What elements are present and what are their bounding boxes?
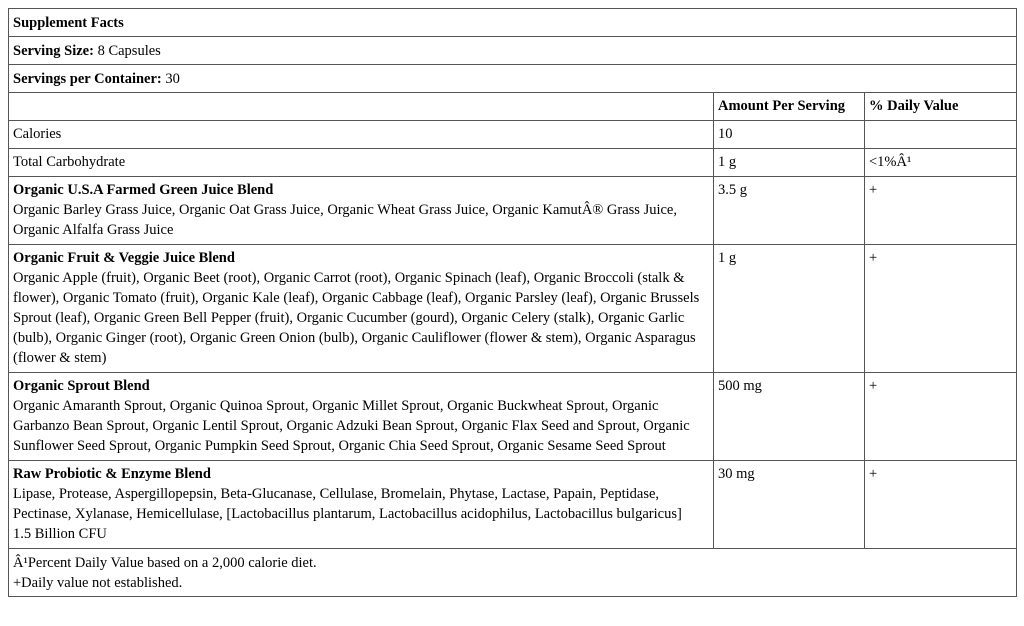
blend-daily-value: + (865, 373, 1017, 461)
nutrient-row-calories (9, 121, 1017, 149)
blend-row-fruit-veggie (9, 245, 1017, 373)
footnotes-cell (9, 549, 1017, 597)
serving-size-value: 8 Capsules (93, 43, 161, 59)
blend-ingredients: Lipase, Protease, Aspergillopepsin, Beta-Glucanase, Cellulase, Bromelain, Phytase, Lactase, Papain, Peptidase, Pectinase, Xylanase, Hemicellulase, [Lactobacillus plantarum, Lactobacillus acidophilus, Lactobacillus bulgaricus] (13, 486, 682, 522)
blend-name: Organic U.S.A Farmed Green Juice Blend (13, 182, 274, 198)
blend-amount: 3.5 g (714, 177, 865, 245)
blend-daily-value: + (865, 461, 1017, 549)
blend-name: Raw Probiotic & Enzyme Blend (13, 466, 211, 482)
blend-row-sprout (9, 373, 1017, 461)
servings-label: Servings per Container: (13, 71, 162, 87)
footnotes-row (9, 549, 1017, 597)
table-title: Supplement Facts (9, 9, 1017, 37)
nutrient-name: Calories (9, 121, 714, 149)
footnote-daily-value: Â¹Percent Daily Value based on a 2,000 calorie diet. (13, 555, 317, 571)
nutrient-row-total-carbohydrate (9, 149, 1017, 177)
servings-value: 30 (161, 71, 180, 87)
blend-name: Organic Fruit & Veggie Juice Blend (13, 250, 235, 266)
blend-ingredients: Organic Amaranth Sprout, Organic Quinoa Sprout, Organic Millet Sprout, Organic Buckwheat Sprout, Organic Garbanzo Bean Sprout, Organic Lentil Sprout, Organic Adzuki Bean Sprout, Organic Flax Seed and Sprout, Organic Sunflower Seed Sprout, Organic Pumpkin Seed Sprout, Organic Chia Seed Sprout, Organic Sesame Seed Sprout (13, 398, 690, 454)
nutrient-amount: 10 (714, 121, 865, 149)
header-blank-cell (9, 93, 714, 121)
blend-name: Organic Sprout Blend (13, 378, 150, 394)
blend-amount: 30 mg (714, 461, 865, 549)
blend-daily-value: + (865, 245, 1017, 373)
serving-size-cell (9, 37, 1017, 65)
column-header-row (9, 93, 1017, 121)
blend-row-green-juice (9, 177, 1017, 245)
header-daily-value: % Daily Value (865, 93, 1017, 121)
servings-per-container-row (9, 65, 1017, 93)
supplement-facts-table (8, 8, 1017, 597)
serving-size-row (9, 37, 1017, 65)
servings-cell (9, 65, 1017, 93)
supplement-facts-panel (8, 8, 1016, 597)
nutrient-daily-value: <1%Â¹ (865, 149, 1017, 177)
blend-cell (9, 461, 714, 549)
blend-ingredients: Organic Apple (fruit), Organic Beet (root), Organic Carrot (root), Organic Spinach (leaf), Organic Broccoli (stalk & flower), Organic Tomato (fruit), Organic Kale (leaf), Organic Cabbage (leaf), Organic Parsley (leaf), Organic Brussels Sprout (leaf), Organic Green Bell Pepper (fruit), Organic Cucumber (gourd), Organic Celery (stalk), Organic Garlic (bulb), Organic Ginger (root), Organic Green Onion (bulb), Organic Cauliflower (flower & stem), Organic Asparagus (flower & stem) (13, 270, 700, 366)
blend-cell (9, 245, 714, 373)
blend-ingredients: Organic Barley Grass Juice, Organic Oat Grass Juice, Organic Wheat Grass Juice, Organic KamutÂ® Grass Juice, Organic Alfalfa Grass Juice (13, 202, 677, 238)
blend-daily-value: + (865, 177, 1017, 245)
footnote-not-established: +Daily value not established. (13, 575, 183, 591)
blend-amount: 1 g (714, 245, 865, 373)
nutrient-amount: 1 g (714, 149, 865, 177)
nutrient-name: Total Carbohydrate (9, 149, 714, 177)
blend-row-probiotic-enzyme (9, 461, 1017, 549)
blend-amount: 500 mg (714, 373, 865, 461)
blend-cell (9, 373, 714, 461)
blend-cell (9, 177, 714, 245)
header-amount-per-serving: Amount Per Serving (714, 93, 865, 121)
serving-size-label: Serving Size: (13, 43, 94, 59)
blend-cfu-count: 1.5 Billion CFU (13, 526, 107, 542)
title-row (9, 9, 1017, 37)
nutrient-daily-value (865, 121, 1017, 149)
